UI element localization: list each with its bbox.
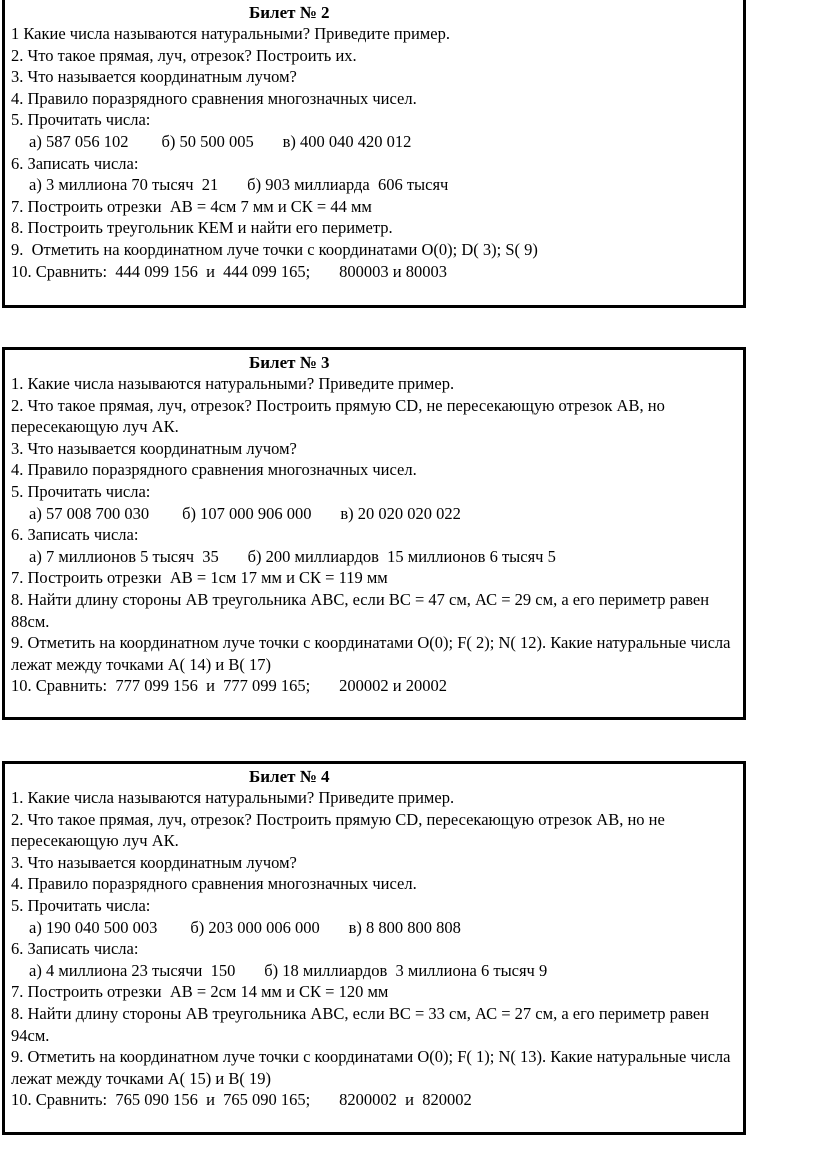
question-9: 9. Отметить на координатном луче точки с координатами О(0); F( 1); N( 13). Какие натуральные числа лежат между точками А( 15) и В( 19) (11, 1047, 731, 1088)
question-4: 4. Правило поразрядного сравнения многозначных чисел. (11, 460, 417, 480)
question-5: 5. Прочитать числа: (11, 481, 151, 501)
ticket-title: Билет № 4 (249, 767, 330, 786)
question-6: 6. Записать числа: (11, 525, 139, 545)
question-3: 3. Что называется координатным лучом? (11, 852, 297, 872)
question-6-numbers: а) 7 миллионов 5 тысяч 35 б) 200 миллиардов 15 миллионов 6 тысяч 5 (29, 546, 556, 566)
question-7: 7. Построить отрезки АВ = 2см 14 мм и СК = 120 мм (11, 982, 389, 1002)
question-5: 5. Прочитать числа: (11, 110, 151, 130)
question-3: 3. Что называется координатным лучом? (11, 67, 297, 87)
ticket-2 (2, 0, 746, 308)
question-2: 2. Что такое прямая, луч, отрезок? Построить прямую CD, не пересекающую отрезок АВ, но пересекающую луч АК. (11, 395, 665, 437)
question-1: 1. Какие числа называются натуральными? Приведите пример. (11, 788, 455, 807)
question-5-numbers: а) 57 008 700 030 б) 107 000 906 000 в) 20 020 020 022 (29, 503, 461, 523)
question-7: 7. Построить отрезки АВ = 4см 7 мм и СК = 44 мм (11, 196, 372, 216)
question-3: 3. Что называется координатным лучом? (11, 438, 297, 458)
ticket-title: Билет № 2 (249, 3, 330, 22)
question-4: 4. Правило поразрядного сравнения многозначных чисел. (11, 88, 417, 108)
ticket-4 (2, 761, 746, 1135)
question-6: 6. Записать числа: (11, 939, 139, 959)
question-5-numbers: а) 190 040 500 003 б) 203 000 006 000 в) 8 800 800 808 (29, 917, 461, 937)
question-8: 8. Найти длину стороны АВ треугольника АВС, если ВС = 47 см, АС = 29 см, а его периметр равен 88см. (11, 589, 710, 631)
question-1: 1. Какие числа называются натуральными? Приведите пример. (11, 374, 455, 393)
question-9: 9. Отметить на координатном луче точки с координатами О(0); D( 3); S( 9) (11, 239, 538, 259)
question-10: 10. Сравнить: 765 090 156 и 765 090 165; 8200002 и 820002 (11, 1090, 472, 1110)
question-6: 6. Записать числа: (11, 153, 139, 173)
question-8: 8. Построить треугольник КЕМ и найти его периметр. (11, 218, 393, 238)
question-2: 2. Что такое прямая, луч, отрезок? Построить прямую CD, пересекающую отрезок АВ, но не пересекающую луч АК. (11, 809, 665, 851)
ticket-title: Билет № 3 (249, 353, 330, 372)
question-5: 5. Прочитать числа: (11, 895, 151, 915)
question-2: 2. Что такое прямая, луч, отрезок? Построить их. (11, 45, 357, 65)
question-1: 1 Какие числа называются натуральными? Приведите пример. (11, 24, 450, 43)
question-4: 4. Правило поразрядного сравнения многозначных чисел. (11, 874, 417, 894)
question-10: 10. Сравнить: 444 099 156 и 444 099 165; 800003 и 80003 (11, 261, 447, 281)
question-10: 10. Сравнить: 777 099 156 и 777 099 165; 200002 и 20002 (11, 676, 447, 696)
question-5-numbers: а) 587 056 102 б) 50 500 005 в) 400 040 420 012 (29, 131, 412, 151)
question-9: 9. Отметить на координатном луче точки с координатами О(0); F( 2); N( 12). Какие натуральные числа лежат между точками А( 14) и В( 17) (11, 633, 731, 674)
question-6-numbers: а) 3 миллиона 70 тысяч 21 б) 903 миллиарда 606 тысяч (29, 175, 449, 195)
ticket-3 (2, 347, 746, 720)
question-6-numbers: а) 4 миллиона 23 тысячи 150 б) 18 миллиардов 3 миллиона 6 тысяч 9 (29, 960, 548, 980)
question-7: 7. Построить отрезки АВ = 1см 17 мм и СК = 119 мм (11, 568, 388, 588)
question-8: 8. Найти длину стороны АВ треугольника АВС, если ВС = 33 см, АС = 27 см, а его периметр равен 94см. (11, 1003, 710, 1045)
